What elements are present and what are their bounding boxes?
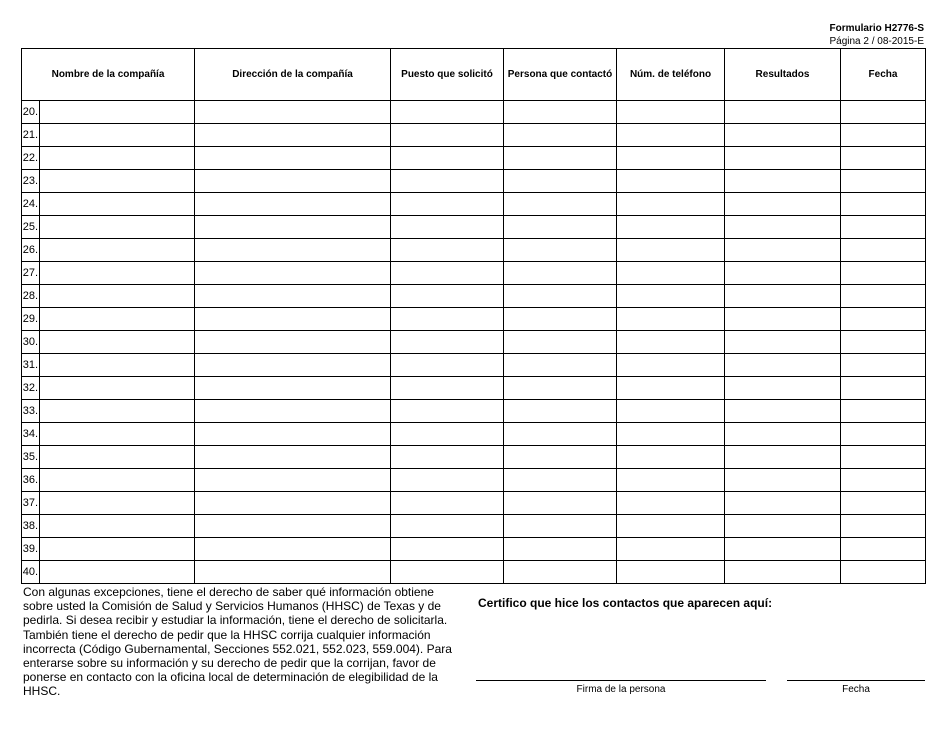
table-cell[interactable]	[504, 538, 617, 561]
row-number: 21.	[22, 124, 40, 146]
row-number: 37.	[22, 492, 40, 514]
table-cell[interactable]	[391, 308, 504, 331]
col-header-company-address: Dirección de la compañía	[195, 49, 391, 101]
table-cell[interactable]	[504, 423, 617, 446]
date-line[interactable]	[787, 680, 925, 681]
table-cell[interactable]	[841, 561, 926, 584]
table-cell[interactable]	[504, 147, 617, 170]
table-cell[interactable]	[195, 331, 391, 354]
table-cell[interactable]	[841, 308, 926, 331]
col-header-contact-person: Persona que contactó	[504, 49, 617, 101]
table-cell[interactable]	[504, 354, 617, 377]
table-cell[interactable]	[195, 446, 391, 469]
table-cell[interactable]	[391, 515, 504, 538]
table-row	[22, 469, 926, 492]
table-row	[22, 216, 926, 239]
table-cell[interactable]	[391, 262, 504, 285]
table-row	[22, 239, 926, 262]
col-header-phone: Núm. de teléfono	[617, 49, 725, 101]
table-cell[interactable]	[725, 262, 841, 285]
table-cell[interactable]	[617, 101, 725, 124]
page-info: Página 2 / 08-2015-E	[829, 36, 924, 47]
table-cell[interactable]	[22, 308, 195, 331]
table-cell[interactable]	[725, 446, 841, 469]
row-number: 27.	[22, 262, 40, 284]
table-cell[interactable]	[391, 193, 504, 216]
table-row	[22, 492, 926, 515]
table-cell[interactable]	[841, 331, 926, 354]
table-cell[interactable]	[391, 124, 504, 147]
table-cell[interactable]	[195, 400, 391, 423]
table-cell[interactable]	[725, 538, 841, 561]
table-cell[interactable]	[391, 147, 504, 170]
table-cell[interactable]	[841, 170, 926, 193]
table-cell[interactable]	[617, 262, 725, 285]
table-cell[interactable]	[391, 101, 504, 124]
table-cell[interactable]	[391, 492, 504, 515]
table-cell[interactable]	[841, 446, 926, 469]
row-number: 29.	[22, 308, 40, 330]
row-number: 36.	[22, 469, 40, 491]
table-cell[interactable]	[617, 515, 725, 538]
form-identifier	[829, 22, 924, 48]
table-row	[22, 561, 926, 584]
table-row	[22, 515, 926, 538]
table-cell[interactable]	[504, 193, 617, 216]
table-cell[interactable]	[725, 101, 841, 124]
table-cell[interactable]	[22, 147, 195, 170]
table-body	[22, 101, 926, 584]
table-cell[interactable]	[22, 331, 195, 354]
table-cell[interactable]	[617, 124, 725, 147]
table-cell[interactable]	[195, 308, 391, 331]
table-cell[interactable]	[504, 331, 617, 354]
table-cell[interactable]	[22, 216, 195, 239]
table-row	[22, 193, 926, 216]
table-cell[interactable]	[725, 193, 841, 216]
table-cell[interactable]	[504, 239, 617, 262]
table-cell[interactable]	[504, 308, 617, 331]
table-row	[22, 377, 926, 400]
table-cell[interactable]	[504, 377, 617, 400]
table-cell[interactable]	[504, 400, 617, 423]
table-row	[22, 538, 926, 561]
table-cell[interactable]	[22, 124, 195, 147]
table-cell[interactable]	[22, 492, 195, 515]
table-cell[interactable]	[22, 170, 195, 193]
table-cell[interactable]	[391, 400, 504, 423]
col-header-company-name: Nombre de la compañía	[22, 49, 195, 101]
table-cell[interactable]	[22, 423, 195, 446]
row-number: 32.	[22, 377, 40, 399]
table-cell[interactable]	[195, 423, 391, 446]
table-cell[interactable]	[841, 101, 926, 124]
table-cell[interactable]	[22, 561, 195, 584]
table-cell[interactable]	[195, 469, 391, 492]
table-cell[interactable]	[725, 239, 841, 262]
table-cell[interactable]	[725, 492, 841, 515]
table-cell[interactable]	[725, 285, 841, 308]
table-cell[interactable]	[504, 515, 617, 538]
table-cell[interactable]	[617, 561, 725, 584]
table-cell[interactable]	[195, 538, 391, 561]
table-cell[interactable]	[725, 469, 841, 492]
table-row	[22, 147, 926, 170]
table-cell[interactable]	[22, 262, 195, 285]
table-row	[22, 308, 926, 331]
table-cell[interactable]	[617, 423, 725, 446]
table-cell[interactable]	[725, 400, 841, 423]
table-cell[interactable]	[504, 216, 617, 239]
table-cell[interactable]	[22, 239, 195, 262]
table-cell[interactable]	[22, 193, 195, 216]
table-cell[interactable]	[725, 354, 841, 377]
table-cell[interactable]	[391, 469, 504, 492]
table-cell[interactable]	[617, 354, 725, 377]
table-cell[interactable]	[617, 492, 725, 515]
table-cell[interactable]	[617, 170, 725, 193]
table-cell[interactable]	[841, 538, 926, 561]
date-label: Fecha	[842, 684, 870, 695]
row-number: 40.	[22, 561, 40, 583]
table-cell[interactable]	[504, 285, 617, 308]
table-cell[interactable]	[841, 262, 926, 285]
certification-statement: Certifico que hice los contactos que aparecen aquí:	[478, 596, 773, 610]
table-cell[interactable]	[617, 538, 725, 561]
table-cell[interactable]	[195, 262, 391, 285]
table-cell[interactable]	[391, 354, 504, 377]
table-cell[interactable]	[195, 285, 391, 308]
table-cell[interactable]	[617, 469, 725, 492]
table-cell[interactable]	[195, 193, 391, 216]
table-cell[interactable]	[195, 170, 391, 193]
table-cell[interactable]	[391, 239, 504, 262]
table-cell[interactable]	[391, 446, 504, 469]
table-cell[interactable]	[22, 377, 195, 400]
row-number: 34.	[22, 423, 40, 445]
row-number: 33.	[22, 400, 40, 422]
table-cell[interactable]	[725, 170, 841, 193]
table-cell[interactable]	[725, 561, 841, 584]
table-cell[interactable]	[391, 285, 504, 308]
table-cell[interactable]	[617, 239, 725, 262]
table-cell[interactable]	[391, 170, 504, 193]
table-cell[interactable]	[617, 308, 725, 331]
col-header-position: Puesto que solicitó	[391, 49, 504, 101]
table-cell[interactable]	[617, 446, 725, 469]
table-cell[interactable]	[841, 515, 926, 538]
table-cell[interactable]	[841, 147, 926, 170]
table-cell[interactable]	[391, 423, 504, 446]
form-number: Formulario H2776-S	[829, 23, 924, 34]
row-number: 30.	[22, 331, 40, 353]
table-cell[interactable]	[617, 193, 725, 216]
job-contacts-table	[21, 48, 926, 584]
table-cell[interactable]	[841, 285, 926, 308]
table-cell[interactable]	[195, 492, 391, 515]
signature-label: Firma de la persona	[576, 684, 666, 695]
row-number: 23.	[22, 170, 40, 192]
table-row	[22, 331, 926, 354]
table-cell[interactable]	[841, 469, 926, 492]
table-cell[interactable]	[22, 400, 195, 423]
table-cell[interactable]	[504, 492, 617, 515]
table-cell[interactable]	[617, 377, 725, 400]
table-cell[interactable]	[841, 354, 926, 377]
table-cell[interactable]	[195, 515, 391, 538]
table-row	[22, 262, 926, 285]
table-cell[interactable]	[22, 469, 195, 492]
table-row	[22, 285, 926, 308]
row-number: 38.	[22, 515, 40, 537]
table-cell[interactable]	[725, 423, 841, 446]
table-cell[interactable]	[391, 561, 504, 584]
table-cell[interactable]	[391, 538, 504, 561]
signature-line[interactable]	[476, 680, 766, 681]
table-cell[interactable]	[725, 147, 841, 170]
table-cell[interactable]	[22, 515, 195, 538]
row-number: 26.	[22, 239, 40, 261]
table-cell[interactable]	[617, 331, 725, 354]
table-cell[interactable]	[841, 377, 926, 400]
table-cell[interactable]	[725, 124, 841, 147]
row-number: 24.	[22, 193, 40, 215]
table-row	[22, 101, 926, 124]
row-number: 31.	[22, 354, 40, 376]
table-cell[interactable]	[22, 285, 195, 308]
table-cell[interactable]	[504, 262, 617, 285]
table-cell[interactable]	[195, 377, 391, 400]
table-cell[interactable]	[195, 147, 391, 170]
table-row	[22, 354, 926, 377]
table-cell[interactable]	[725, 331, 841, 354]
table-cell[interactable]	[195, 561, 391, 584]
table-cell[interactable]	[22, 354, 195, 377]
table-cell[interactable]	[617, 400, 725, 423]
table-cell[interactable]	[725, 377, 841, 400]
table-cell[interactable]	[617, 147, 725, 170]
table-row	[22, 124, 926, 147]
table-cell[interactable]	[195, 124, 391, 147]
table-cell[interactable]	[725, 515, 841, 538]
table-cell[interactable]	[391, 216, 504, 239]
table-cell[interactable]	[195, 354, 391, 377]
row-number: 28.	[22, 285, 40, 307]
table-row	[22, 446, 926, 469]
table-cell[interactable]	[725, 216, 841, 239]
row-number: 22.	[22, 147, 40, 169]
table-cell[interactable]	[504, 124, 617, 147]
table-row	[22, 400, 926, 423]
row-number: 39.	[22, 538, 40, 560]
table-cell[interactable]	[22, 538, 195, 561]
table-cell[interactable]	[391, 331, 504, 354]
table-cell[interactable]	[22, 101, 195, 124]
row-number: 35.	[22, 446, 40, 468]
table-row	[22, 423, 926, 446]
row-number: 25.	[22, 216, 40, 238]
table-cell[interactable]	[841, 124, 926, 147]
table-cell[interactable]	[841, 423, 926, 446]
col-header-results: Resultados	[725, 49, 841, 101]
table-cell[interactable]	[617, 285, 725, 308]
table-cell[interactable]	[195, 101, 391, 124]
table-header-row	[22, 49, 926, 101]
table-cell[interactable]	[617, 216, 725, 239]
table-cell[interactable]	[725, 308, 841, 331]
table-cell[interactable]	[841, 216, 926, 239]
table-cell[interactable]	[391, 377, 504, 400]
table-cell[interactable]	[504, 170, 617, 193]
table-cell[interactable]	[504, 561, 617, 584]
table-cell[interactable]	[504, 446, 617, 469]
table-cell[interactable]	[841, 193, 926, 216]
table-cell[interactable]	[504, 101, 617, 124]
table-cell[interactable]	[195, 216, 391, 239]
table-cell[interactable]	[195, 239, 391, 262]
table-cell[interactable]	[841, 492, 926, 515]
table-cell[interactable]	[841, 400, 926, 423]
table-row	[22, 170, 926, 193]
table-cell[interactable]	[504, 469, 617, 492]
row-number: 20.	[22, 101, 40, 123]
privacy-notice: Con algunas excepciones, tiene el derecho de saber qué información obtiene sobre usted la Comisión de Salud y Servicios Humanos (HHSC) de Texas y de pedirla. Si desea recibir y estudiar la información, tiene el derecho de solicitarla. También tiene el derecho de pedir que la HHSC corrija cualquier información incorrecta (Código Gubernamental, Secciones 552.021, 552.023, 559.004). Para enterarse sobre su información y su derecho de pedir que la corrijan, favor de ponerse en contacto con la oficina local de determinación de elegibilidad de la HHSC.	[23, 585, 452, 699]
table-cell[interactable]	[841, 239, 926, 262]
table-cell[interactable]	[22, 446, 195, 469]
col-header-date: Fecha	[841, 49, 926, 101]
